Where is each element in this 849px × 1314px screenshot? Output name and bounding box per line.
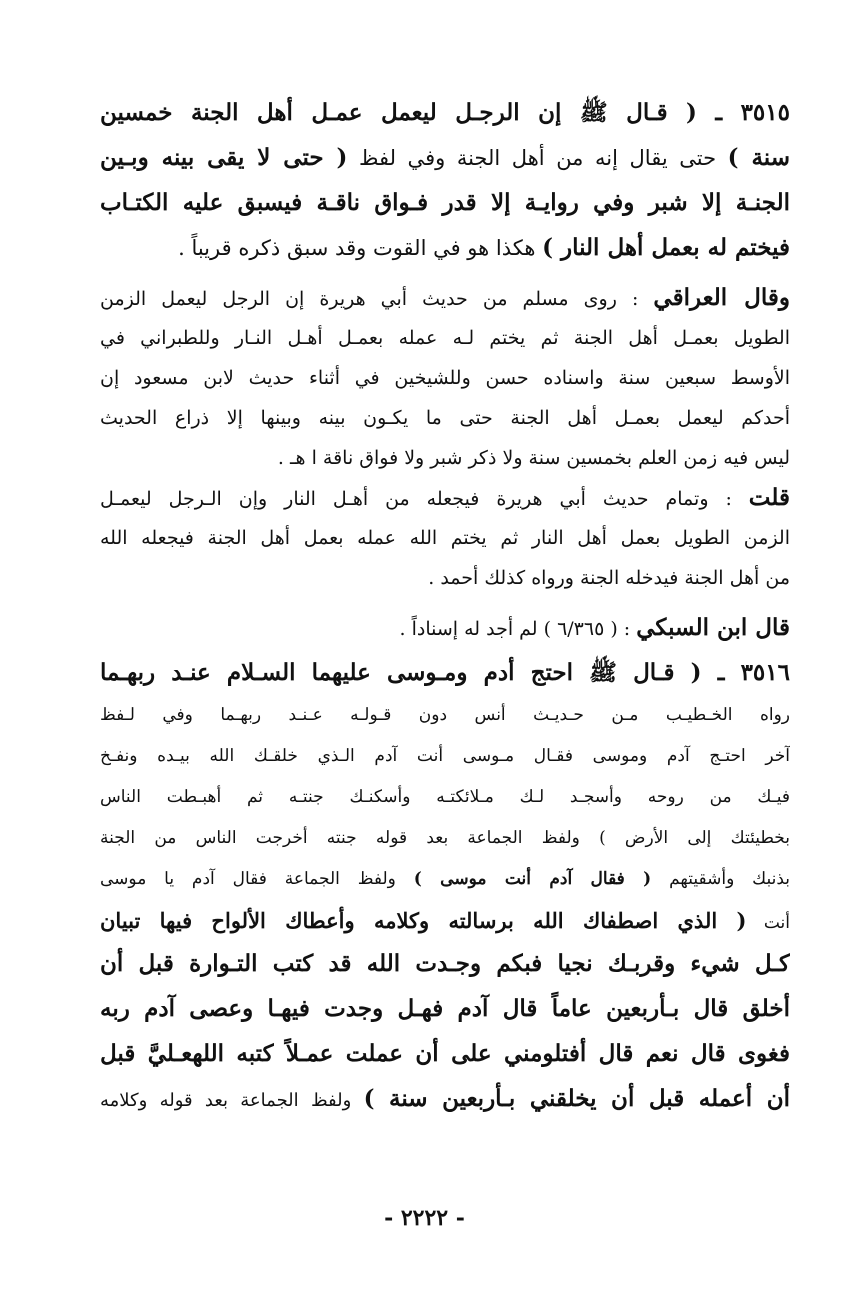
qultu-line-2 — [100, 518, 790, 558]
normal-text: ليس فيه زمن العلم بخمسين سنة ولا ذكر شبر ولا فواق ناقة ا هـ . — [277, 447, 790, 469]
bold-text: ٣٥١٥ ـ ( قـال ﷺ إن الرجـل ليعمل عمـل أهل الجنة خمسين — [100, 99, 790, 126]
normal-text: أنت — [746, 913, 790, 933]
bold-text: فيختم له بعمل أهل النار ) — [542, 234, 790, 261]
normal-text: : وتمام حديث أبي هريرة فيجعله من أهـل النار وإن الـرجل ليعمـل — [100, 488, 749, 510]
qultu-line-1 — [100, 478, 790, 518]
iraqi-line-1 — [100, 278, 790, 318]
bold-text: وقال العراقي — [653, 284, 790, 311]
bold-text: أن أعمله قبل أن يخلقني بـأربعين سنة ) — [363, 1085, 790, 1112]
entry-3515-line-4 — [100, 225, 790, 270]
normal-text: بذنبك وأشقيتهم — [651, 869, 790, 889]
iraqi-line-3 — [100, 358, 790, 398]
entry-3516-line-7 — [100, 941, 790, 986]
commentary-qultu — [100, 478, 790, 598]
normal-text: من أهل الجنة فيدخله الجنة ورواه كذلك أحمد . — [428, 567, 790, 589]
normal-text: الطويل بعمـل أهل الجنة ثم يختم لـه عمله بعمـل أهـل النـار وللطبراني في — [100, 327, 790, 349]
entry-3516-line-4 — [100, 818, 790, 859]
normal-text: ولفظ الجماعة بعد قوله وكلامه — [100, 1090, 364, 1111]
bold-text: كـل شيء وقربـك نجيا فبكم وجـدت الله قد كتب التـوارة قبل أن — [100, 950, 790, 977]
entry-3515-line-2 — [100, 135, 790, 180]
commentary-iraqi — [100, 278, 790, 478]
bold-text: قال ابن السبكي — [636, 614, 790, 641]
bold-text: فغوى قال نعم قال أفتلومني على أن عملت عمـلاً كتبه اللهعـليَّ قبل — [100, 1040, 790, 1067]
entry-3516-line-1 — [100, 695, 790, 736]
bold-text: ( حتى لا يقى بينه وبـين — [100, 144, 348, 171]
bold-text: ( الذي اصطفاك الله برسالته وكلامه وأعطاك الألواح فيها تبيان — [100, 908, 747, 933]
normal-text: ولفظ الجماعة فقال آدم يا موسى — [100, 869, 414, 889]
normal-text: أحدكم ليعمل بعمـل أهل الجنة حتى ما يكـون بينه وبينها إلا ذراع الحديث — [100, 407, 790, 429]
bold-text: أخلق قال بـأربعين عاماً قال آدم فهـل وجدت فيهـا وعصى آدم ربه — [100, 995, 790, 1022]
entry-3516-line-5 — [100, 859, 790, 900]
entry-3516-line-6 — [100, 900, 790, 941]
bold-text: ٣٥١٦ ـ ( قـال ﷺ احتج أدم ومـوسى عليهما السـلام عنـد ربهـما — [100, 659, 790, 686]
normal-text: هكذا هو في القوت وقد سبق ذكره قريباً . — [178, 236, 543, 260]
subki-line-1 — [100, 606, 790, 650]
bold-text: قلت — [748, 484, 790, 511]
page-body — [100, 90, 790, 1121]
bold-text: ( فقال آدم أنت موسى ) — [413, 869, 652, 889]
entry-3516-heading — [100, 650, 790, 695]
normal-text: فيـك من روحه وأسجـد لـك مـلائكتـه وأسكنـك جنتـه ثم أهبـطت الناس — [100, 787, 790, 807]
iraqi-line-4 — [100, 398, 790, 438]
entry-3516-line-3 — [100, 777, 790, 818]
normal-text: : ( ٦/٣٦٥ ) لم أجد له إسناداً . — [399, 618, 637, 640]
entry-3516-line-9 — [100, 1031, 790, 1076]
iraqi-line-5 — [100, 438, 790, 478]
bold-text: الجنـة إلا شبر وفي روايـة إلا قدر فـواق ناقـة فيسبق عليه الكتـاب — [100, 189, 790, 216]
normal-text: آخر احتـج آدم وموسى فقـال مـوسى أنت آدم الـذي خلقـك الله بيـده ونفـخ — [100, 746, 790, 766]
entry-3516 — [100, 650, 790, 1121]
entry-3516-line-2 — [100, 736, 790, 777]
normal-text: رواه الخـطيـب مـن حـديـث أنس دون قـولـه عـنـد ربهـما وفي لـفظ — [100, 705, 790, 725]
normal-text: بخطيئتك إلى الأرض ) ولفظ الجماعة بعد قوله جنته أخرجت الناس من الجنة — [100, 828, 790, 848]
entry-3515-line-1 — [100, 90, 790, 135]
bold-text: سنة ) — [727, 144, 790, 171]
qultu-line-3 — [100, 558, 790, 598]
iraqi-line-2 — [100, 318, 790, 358]
entry-3516-line-10 — [100, 1076, 790, 1121]
normal-text: الزمن الطويل بعمل أهل النار ثم يختم الله عمله بعمل أهل الجنة فيجعله الله — [100, 527, 790, 549]
commentary-subki — [100, 606, 790, 650]
entry-3515-line-3 — [100, 180, 790, 225]
page-number: - ٢٢٢٢ - — [384, 1205, 465, 1231]
normal-text: : روى مسلم من حديث أبي هريرة إن الرجل ليعمل الزمن — [100, 288, 654, 310]
entry-3516-line-8 — [100, 986, 790, 1031]
entry-3515 — [100, 90, 790, 270]
normal-text: الأوسط سبعين سنة واسناده حسن وللشيخين في أثناء حديث لابن مسعود إن — [100, 367, 790, 389]
normal-text: حتى يقال إنه من أهل الجنة وفي لفظ — [347, 146, 728, 170]
